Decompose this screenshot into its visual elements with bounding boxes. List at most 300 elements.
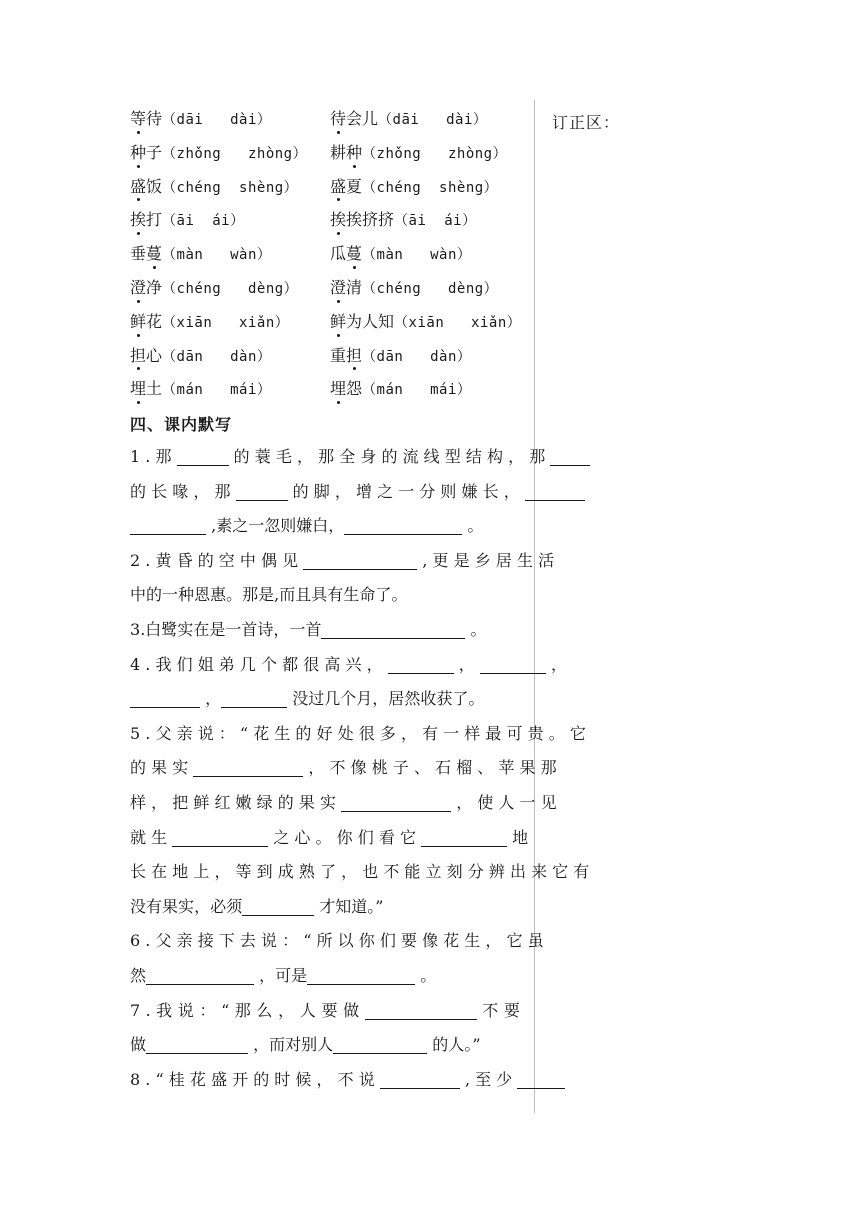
dotted-char: 待 <box>330 102 346 136</box>
text-char: 出 <box>509 862 526 882</box>
text-char: 更 <box>432 550 449 570</box>
text-char: 才 <box>319 896 336 916</box>
text-char: ， <box>273 619 290 639</box>
text-char: 像 <box>350 758 367 778</box>
dictation-exercise <box>130 440 590 1097</box>
text-char: 生 <box>274 723 291 743</box>
text-char: 分 <box>467 862 484 882</box>
pinyin-options: （dāi dài） <box>378 112 488 128</box>
text-char: 说 <box>261 931 278 951</box>
pinyin-options: （āi ái） <box>162 213 245 230</box>
text-char: 蓑 <box>254 447 271 466</box>
text-char: 。 <box>470 619 487 639</box>
text-char: . <box>145 447 151 466</box>
text-char: 的 <box>130 481 147 501</box>
text-char: 到 <box>256 862 273 882</box>
text-char: ， <box>458 654 475 674</box>
text-char: 几 <box>324 689 341 709</box>
text-char: 居 <box>388 689 405 709</box>
answer-blank[interactable] <box>146 1031 248 1054</box>
text-char: 弟 <box>218 654 235 674</box>
text-char: 的 <box>295 723 312 743</box>
text-char: 好 <box>316 723 333 743</box>
text-char: 构 <box>486 447 503 466</box>
exercise-line <box>130 613 520 648</box>
text-char: 。 <box>468 689 485 709</box>
text-char: “ <box>239 723 249 743</box>
text-char: 没 <box>130 896 147 916</box>
word-char: 为人知 <box>346 311 395 331</box>
word-right <box>330 102 487 138</box>
text-char: 地 <box>512 827 529 847</box>
pinyin-options: （āi ái） <box>394 213 477 230</box>
text-char: 不 <box>482 1000 499 1020</box>
text-char: 鲜 <box>193 792 210 812</box>
text-char: 也 <box>362 862 379 882</box>
text-char: . <box>145 1000 151 1020</box>
text-char: 做 <box>343 1000 360 1020</box>
pinyin-options: （dān dàn） <box>162 348 272 365</box>
text-char: 的 <box>197 550 214 570</box>
text-char: 首 <box>241 619 258 639</box>
text-char: 父 <box>155 931 172 951</box>
text-char: 黄 <box>155 550 172 570</box>
word-char: 挨挤挤 <box>346 210 395 230</box>
text-char: 脚 <box>313 481 330 501</box>
text-char: 的 <box>253 1069 270 1089</box>
text-char: ， <box>151 792 168 812</box>
text-char: 多 <box>379 723 396 743</box>
text-char: 姐 <box>197 654 214 674</box>
word-left <box>130 305 289 341</box>
text-char: 道 <box>351 896 368 916</box>
exercise-line <box>130 994 520 1029</box>
text-char: 我 <box>156 1000 173 1020</box>
text-char: , <box>464 1069 471 1089</box>
exercise-line <box>130 751 557 786</box>
text-char: ， <box>297 447 314 466</box>
word-char: 待 <box>146 109 163 128</box>
text-char: 生 <box>151 827 168 847</box>
text-char: 立 <box>425 862 442 882</box>
text-char: . <box>140 619 146 639</box>
text-char: . <box>145 654 151 674</box>
exercise-line <box>130 475 520 510</box>
text-char: 2 <box>130 550 141 570</box>
answer-blank[interactable] <box>307 962 415 985</box>
pinyin-options: （màn wàn） <box>362 247 472 264</box>
text-char: 使 <box>477 792 494 812</box>
text-char: “ <box>155 1069 164 1089</box>
pinyin-options: （mán mái） <box>362 382 472 399</box>
text-char: 而 <box>279 585 296 605</box>
text-char: 中 <box>239 550 256 570</box>
text-char: 嫩 <box>235 792 252 812</box>
text-char: 苹 <box>498 758 515 778</box>
text-char: 别 <box>301 1035 318 1055</box>
text-char: 1 <box>130 447 141 466</box>
text-char: 兴 <box>345 654 362 674</box>
pinyin-options: （chéng dèng） <box>162 280 299 297</box>
text-char: ， <box>341 862 358 882</box>
answer-blank[interactable] <box>146 962 254 985</box>
answer-blank[interactable] <box>333 1031 427 1054</box>
text-char: 则 <box>440 481 457 501</box>
text-char: ： <box>199 1000 216 1020</box>
exercise-line <box>130 648 567 683</box>
text-char: 不 <box>337 1069 354 1089</box>
text-char: 毛 <box>275 447 292 466</box>
text-char: 一 <box>248 516 265 536</box>
text-char: 候 <box>295 1069 312 1089</box>
text-char: 红 <box>214 792 231 812</box>
text-char: 亲 <box>176 931 193 951</box>
text-char: 在 <box>193 619 210 639</box>
text-char: 恩 <box>194 585 211 605</box>
text-char: 身 <box>360 447 377 466</box>
text-char: 了 <box>452 689 469 709</box>
text-char: 居 <box>495 550 512 570</box>
text-char: 乡 <box>474 550 491 570</box>
text-char: 说 <box>177 1000 195 1020</box>
text-char: 获 <box>436 689 453 709</box>
word-right <box>330 237 471 273</box>
text-char: 月 <box>356 689 373 709</box>
word-char: 子 <box>146 142 163 162</box>
answer-blank[interactable] <box>421 824 507 847</box>
text-char: 去 <box>239 931 256 951</box>
pinyin-options: （xiān xiǎn） <box>394 314 522 331</box>
text-char: 知 <box>335 896 352 916</box>
text-char: 7 <box>130 1000 141 1020</box>
exercise-line <box>130 544 555 579</box>
text-char: ， <box>205 689 222 709</box>
answer-blank[interactable] <box>525 478 585 501</box>
text-char: 的 <box>146 585 163 605</box>
answer-blank[interactable] <box>236 478 288 501</box>
text-char: 嫌 <box>461 481 478 501</box>
answer-blank[interactable] <box>550 443 590 466</box>
word-right <box>330 203 477 239</box>
text-char: 果 <box>298 792 315 812</box>
dotted-char: 盛 <box>130 170 146 204</box>
word-right <box>330 170 498 206</box>
text-char: 首 <box>305 619 322 639</box>
text-char: 白 <box>312 516 329 536</box>
text-char: 那 <box>242 585 259 605</box>
text-char: . <box>145 1069 151 1089</box>
text-char: 没 <box>292 689 309 709</box>
text-char: 。 <box>464 1035 473 1055</box>
text-char: 你 <box>336 827 353 847</box>
text-char: 桃 <box>371 758 388 778</box>
text-char: 果 <box>151 758 168 778</box>
text-char: ” <box>375 896 384 916</box>
text-char: ， <box>259 965 276 985</box>
text-char: 了 <box>319 862 336 882</box>
text-char: 是 <box>209 619 226 639</box>
pinyin-options: （xiān xiǎn） <box>162 314 290 331</box>
text-char: ， <box>194 896 211 916</box>
answer-blank[interactable] <box>172 824 268 847</box>
answer-blank[interactable] <box>388 651 454 674</box>
text-char: 之 <box>377 481 394 501</box>
answer-blank[interactable] <box>303 547 417 570</box>
text-char: ， <box>456 792 473 812</box>
answer-blank[interactable] <box>130 512 206 535</box>
text-char: 是 <box>291 965 308 985</box>
text-char: 它 <box>399 827 416 847</box>
text-char: 生 <box>464 931 481 951</box>
text-char: 命 <box>359 585 376 605</box>
text-char: 虽 <box>527 931 544 951</box>
column-divider <box>534 100 535 1113</box>
text-char: 都 <box>282 654 299 674</box>
word-char: 重 <box>330 345 347 365</box>
text-char: 处 <box>337 723 354 743</box>
text-char: 来 <box>531 862 548 882</box>
answer-blank[interactable] <box>365 997 477 1020</box>
text-char: 则 <box>280 516 297 536</box>
text-char: 要 <box>400 931 417 951</box>
dotted-char: 埋 <box>130 372 146 406</box>
text-char: 不 <box>329 758 346 778</box>
text-char: 在 <box>151 862 168 882</box>
word-right <box>330 372 471 408</box>
answer-blank[interactable] <box>193 754 303 777</box>
text-char: 。 <box>420 965 437 985</box>
text-char: 一 <box>398 481 415 501</box>
word-char: 瓜 <box>330 244 347 264</box>
text-char: ， <box>193 481 210 501</box>
pinyin-options: （mán mái） <box>162 382 272 399</box>
text-char: 做 <box>130 1035 147 1055</box>
text-char: 地 <box>172 862 189 882</box>
text-char: 它 <box>552 862 569 882</box>
text-char: 说 <box>358 1069 375 1089</box>
text-char: ” <box>472 1035 481 1055</box>
text-char: 熟 <box>298 862 315 882</box>
text-char: 个 <box>261 654 278 674</box>
answer-blank[interactable] <box>242 893 314 916</box>
text-char: 一 <box>443 723 460 743</box>
text-char: 花 <box>253 723 270 743</box>
text-char: 的 <box>233 447 250 466</box>
text-char: 过 <box>308 689 325 709</box>
text-char: 。 <box>315 827 332 847</box>
text-char: 时 <box>274 1069 291 1089</box>
text-char: 人 <box>299 1000 317 1020</box>
text-char: 一 <box>225 619 242 639</box>
dotted-char: 埋 <box>330 372 346 406</box>
text-char: 像 <box>422 931 439 951</box>
text-char: 、 <box>413 758 430 778</box>
text-char: 喙 <box>172 481 189 501</box>
text-char: 必 <box>210 896 227 916</box>
word-left <box>130 136 307 172</box>
text-char: 活 <box>538 550 555 570</box>
text-char: 的 <box>432 1035 449 1055</box>
exercise-line <box>130 1063 520 1098</box>
word-right <box>330 339 471 375</box>
text-char: 实 <box>172 758 189 778</box>
answer-blank[interactable] <box>130 685 200 708</box>
dotted-char: 澄 <box>130 271 146 305</box>
answer-blank[interactable] <box>517 1066 565 1089</box>
text-char: 所 <box>316 931 333 951</box>
answer-blank[interactable] <box>480 651 546 674</box>
text-char: 生 <box>343 585 360 605</box>
dotted-char: 种 <box>130 136 146 170</box>
section-title: 四、课内默写 <box>130 415 233 434</box>
text-char: 偶 <box>261 550 278 570</box>
text-char: ， <box>253 1035 270 1055</box>
text-char: 是 <box>258 585 275 605</box>
text-char: 诗 <box>257 619 274 639</box>
text-char: 榴 <box>456 758 473 778</box>
dotted-char: 挨 <box>130 203 146 237</box>
text-char: 心 <box>294 827 311 847</box>
text-char: 而 <box>269 1035 286 1055</box>
text-char: 说 <box>197 723 214 743</box>
text-char: 人 <box>498 792 515 812</box>
text-char: 的 <box>381 447 398 466</box>
answer-blank[interactable] <box>221 685 287 708</box>
text-char: 样 <box>464 723 481 743</box>
text-char: 且 <box>295 585 312 605</box>
text-char: 们 <box>379 931 396 951</box>
answer-blank[interactable] <box>341 789 451 812</box>
word-left <box>130 237 271 273</box>
exercise-line <box>130 821 529 856</box>
exercise-line <box>130 509 520 544</box>
text-char: 惠 <box>210 585 227 605</box>
text-char: 素 <box>216 516 233 536</box>
text-char: 很 <box>358 723 375 743</box>
text-char: 一 <box>289 619 306 639</box>
text-char: 实 <box>319 792 336 812</box>
dotted-char: 挨 <box>330 203 346 237</box>
text-char: 嫌 <box>296 516 313 536</box>
text-char: ， <box>400 723 417 743</box>
text-char: 等 <box>235 862 252 882</box>
text-char: 具 <box>311 585 328 605</box>
word-char: 净 <box>146 277 163 297</box>
text-char: ： <box>218 723 235 743</box>
text-char: 线 <box>423 447 440 466</box>
answer-blank[interactable] <box>177 443 229 466</box>
answer-blank[interactable] <box>380 1066 460 1089</box>
pinyin-options: （zhǒng zhòng） <box>162 145 308 162</box>
text-char: 么 <box>256 1000 273 1020</box>
answer-blank[interactable] <box>321 616 465 639</box>
text-char: 以 <box>337 931 354 951</box>
text-char: , <box>422 550 428 570</box>
text-char: 长 <box>151 481 168 501</box>
text-char: ， <box>334 481 351 501</box>
text-char: 中 <box>130 585 147 605</box>
word-char: 垂 <box>130 244 147 264</box>
dotted-char: 担 <box>346 339 362 373</box>
text-char: 花 <box>443 931 460 951</box>
text-char: 可 <box>275 965 292 985</box>
word-char: 夏 <box>346 176 363 196</box>
text-char: 。 <box>391 585 408 605</box>
text-char: 人 <box>317 1035 334 1055</box>
word-char: 怨 <box>346 379 363 399</box>
text-char: 那 <box>318 447 335 466</box>
exercise-line <box>130 717 586 752</box>
text-char: 空 <box>218 550 235 570</box>
text-char: 须 <box>226 896 243 916</box>
text-char: 那 <box>234 1000 251 1020</box>
text-char: 样 <box>130 792 147 812</box>
pinyin-options: （dān dàn） <box>362 348 472 365</box>
text-char: 们 <box>357 827 374 847</box>
text-char: 们 <box>176 654 193 674</box>
answer-blank[interactable] <box>344 512 462 535</box>
text-char: 了 <box>375 585 392 605</box>
text-char: 绿 <box>256 792 273 812</box>
text-char: ， <box>372 689 389 709</box>
text-char: 少 <box>496 1069 513 1089</box>
text-char: 贵 <box>527 723 544 743</box>
word-char: 花 <box>146 311 163 331</box>
correction-area-label: 订正区： <box>552 113 621 132</box>
text-char: 下 <box>218 931 235 951</box>
text-char: 那 <box>155 447 172 466</box>
text-char: ， <box>366 654 383 674</box>
text-char: 5 <box>130 723 141 743</box>
text-char: 要 <box>503 1000 520 1020</box>
text-char: , <box>211 516 217 536</box>
text-char: ， <box>485 931 502 951</box>
text-char: ， <box>214 862 231 882</box>
text-char: 鹭 <box>161 619 178 639</box>
text-char: 那 <box>540 758 557 778</box>
text-char: 见 <box>540 792 557 812</box>
text-char: 不 <box>383 862 400 882</box>
dotted-char: 蔓 <box>346 237 362 271</box>
text-char: 结 <box>465 447 482 466</box>
dotted-char: 鲜 <box>330 305 346 339</box>
text-char: 我 <box>155 654 172 674</box>
text-char: 刻 <box>446 862 463 882</box>
text-char: 辨 <box>488 862 505 882</box>
word-char: 打 <box>146 210 163 230</box>
text-char: ， <box>550 654 567 674</box>
pinyin-options: （dāi dài） <box>162 112 272 128</box>
text-char: 你 <box>358 931 375 951</box>
text-char: 、 <box>477 758 494 778</box>
text-char: “ <box>221 1000 230 1020</box>
text-char: ， <box>503 481 520 501</box>
text-char: 是 <box>453 550 470 570</box>
exercise-line <box>130 959 520 994</box>
word-char: 饭 <box>146 176 163 196</box>
pinyin-options: （chéng dèng） <box>362 280 499 297</box>
exercise-line <box>130 578 520 613</box>
text-char: 果 <box>519 758 536 778</box>
text-char: 有 <box>146 896 163 916</box>
text-char: 。 <box>467 516 484 536</box>
text-char: 型 <box>444 447 461 466</box>
word-right <box>330 305 521 341</box>
text-char: 然 <box>404 689 421 709</box>
text-char: 它 <box>569 723 586 743</box>
pinyin-options: （chéng shèng） <box>362 179 499 196</box>
text-char: ， <box>278 1000 295 1020</box>
